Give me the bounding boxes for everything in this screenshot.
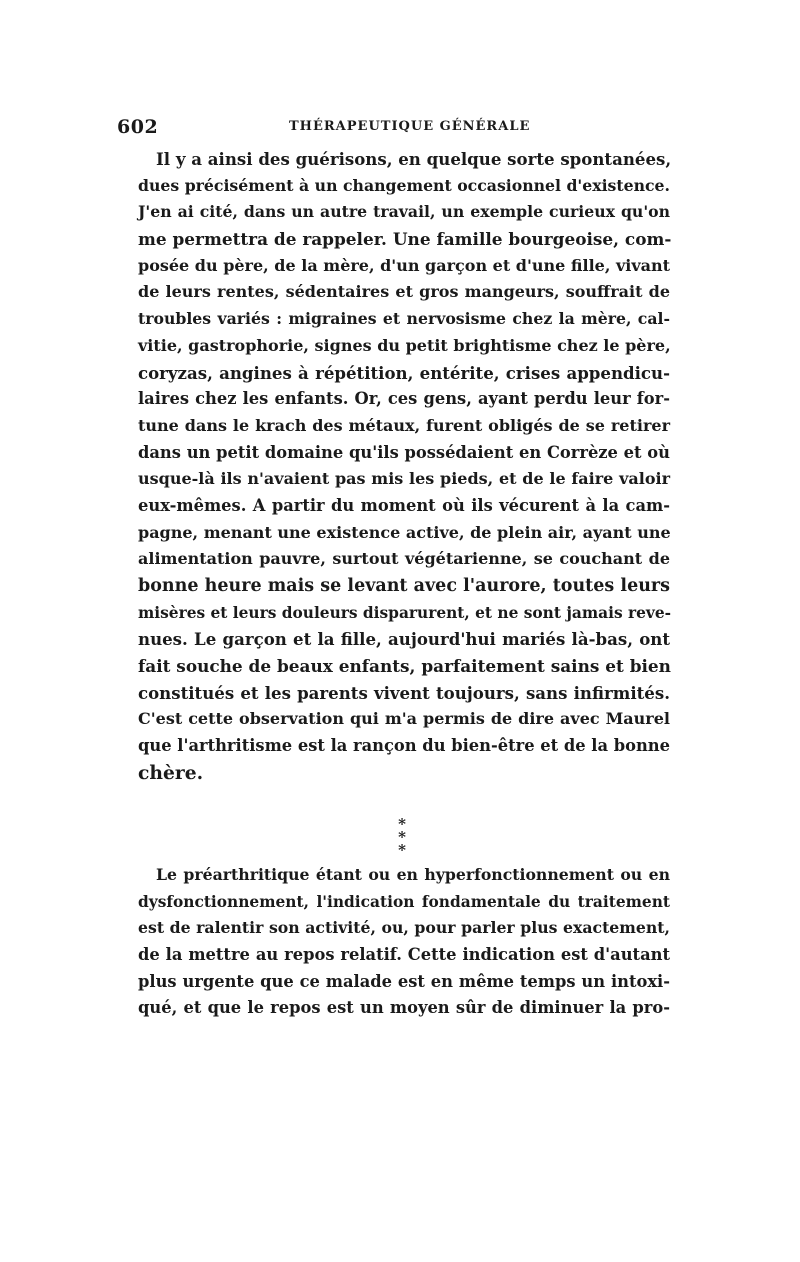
text-line: posée du père, de la mère, d'un garçon et d'une fille, vivant	[138, 255, 671, 275]
text-line: fait souche de beaux enfants, parfaitement sains et bien	[138, 656, 671, 677]
text-line: plus urgente que ce malade est en même temps un intoxi-	[138, 971, 670, 991]
text-line: C'est cette observation qui m'a permis de dire avec Maurel	[138, 709, 670, 729]
paragraph-1	[138, 146, 670, 787]
text-line: chère.	[138, 761, 204, 784]
text-line: Il y a ainsi des guérisons, en quelque sorte spontanées,	[156, 149, 672, 169]
text-line: dues précisément à un changement occasionnel d'existence.	[138, 175, 670, 195]
text-line: me permettra de rappeler. Une famille bourgeoise, com-	[138, 229, 672, 250]
text-line: qué, et que le repos est un moyen sûr de diminuer la pro-	[138, 998, 670, 1018]
text-line: est de ralentir son activité, ou, pour parler plus exactement,	[138, 918, 670, 938]
text-line: de la mettre au repos relatif. Cette indication est d'autant	[138, 945, 670, 965]
text-line: dans un petit domaine qu'ils possédaient en Corrèze et où	[138, 442, 670, 462]
section-separator-asterism	[384, 815, 420, 859]
paragraph-2	[138, 862, 670, 1022]
text-line: dysfonctionnement, l'indication fondamentale du traitement	[138, 892, 670, 911]
text-line: pagne, menant une existence active, de plein air, ayant une	[138, 522, 671, 542]
text-line: troubles variés : migraines et nervosisme chez la mère, cal-	[138, 309, 670, 329]
text-line: coryzas, angines à répétition, entérite, crises appendicu-	[138, 362, 670, 383]
text-line: J'en ai cité, dans un autre travail, un exemple curieux qu'on	[138, 202, 670, 222]
text-line: tune dans le krach des métaux, furent obligés de se retirer	[138, 415, 670, 435]
asterism-top: *	[398, 815, 406, 833]
text-line: bonne heure mais se levant avec l'aurore, toutes leurs	[138, 576, 670, 596]
text-line: usque-là ils n'avaient pas mis les pieds, et de le faire valoir	[138, 469, 670, 489]
text-line: nues. Le garçon et la fille, aujourd'hui mariés là-bas, ont	[138, 629, 670, 650]
text-line: que l'arthritisme est la rançon du bien-être et de la bonne	[138, 736, 670, 756]
text-line: Le préarthritique étant ou en hyperfonctionnement ou en	[156, 865, 670, 884]
asterism-bottom: * *	[398, 828, 416, 859]
text-line: alimentation pauvre, surtout végétarienne, se couchant de	[138, 549, 670, 569]
text-line: constitués et les parents vivent toujours, sans infirmités.	[138, 682, 670, 703]
text-line: eux-mêmes. A partir du moment où ils vécurent à la cam-	[138, 495, 670, 515]
text-line: misères et leurs douleurs disparurent, et ne sont jamais reve-	[138, 603, 672, 622]
text-line: vitie, gastrophorie, signes du petit brightisme chez le père,	[138, 335, 671, 355]
text-line: de leurs rentes, sédentaires et gros mangeurs, souffrait de	[138, 282, 670, 302]
running-head	[117, 116, 672, 140]
text-line: laires chez les enfants. Or, ces gens, ayant perdu leur for-	[138, 389, 670, 409]
running-title: THÉRAPEUTIQUE GÉNÉRALE	[289, 119, 531, 134]
page-number: 602	[117, 116, 159, 138]
